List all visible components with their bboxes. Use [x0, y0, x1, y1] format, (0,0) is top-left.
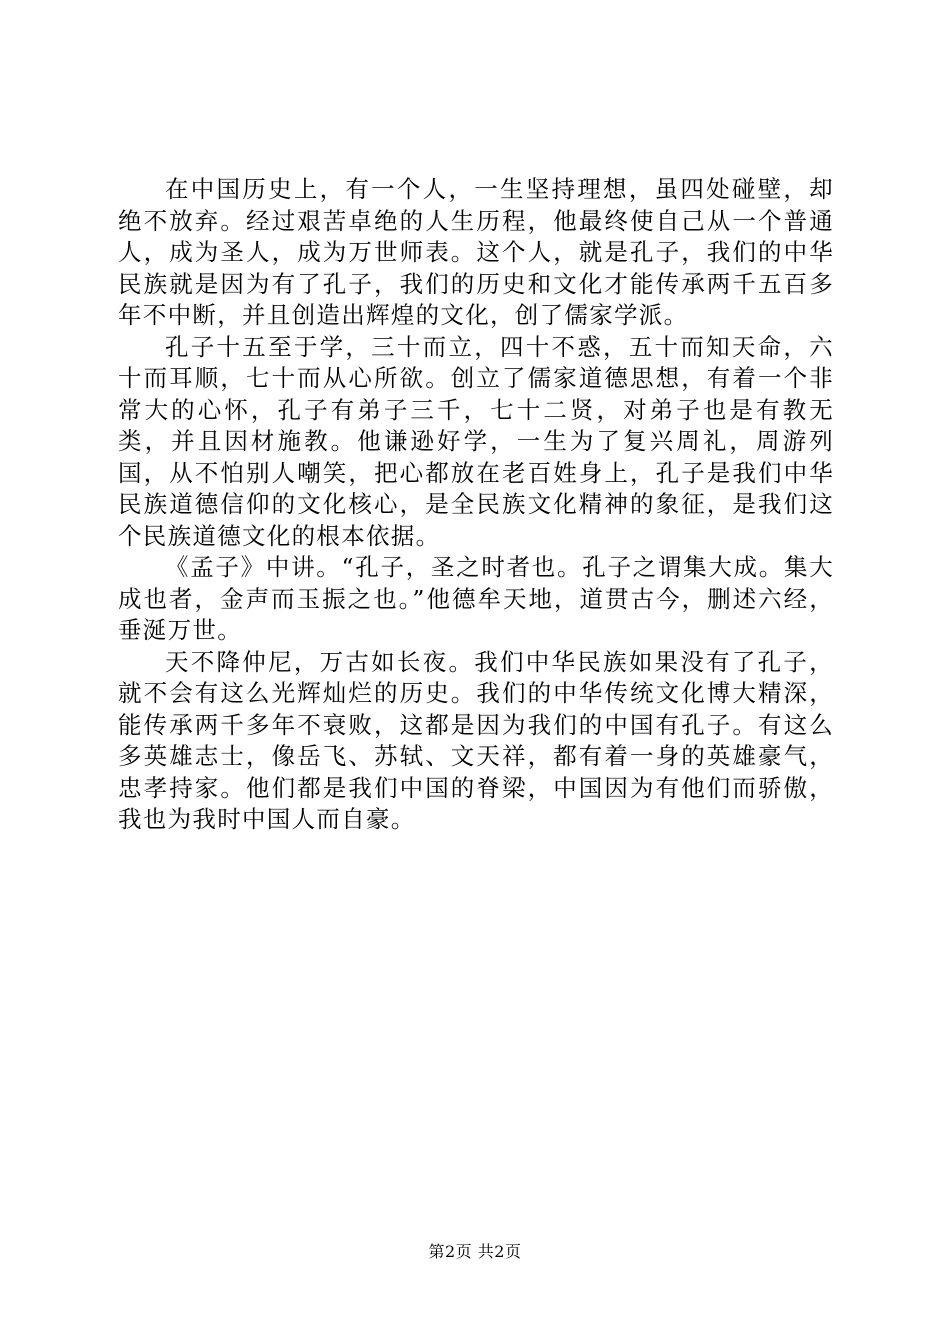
paragraph-3: 《孟子》中讲。“孔子，圣之时者也。孔子之谓集大成。集大成也者，金声而玉振之也。”他德牟天地，道贯古今，删述六经，垂涎万世。	[118, 553, 834, 644]
paragraph-1: 在中国历史上，有一个人，一生坚持理想，虽四处碰壁，却绝不放弃。经过艰苦卓绝的人生历程，他最终使自己从一个普通人，成为圣人，成为万世师表。这个人，就是孔子，我们的中华民族就是因为有了孔子，我们的历史和文化才能传承两千五百多年不中断，并且创造出辉煌的文化，创了儒家学派。	[118, 175, 834, 329]
page-number-footer: 第2页 共2页	[428, 1242, 522, 1261]
paragraph-4: 天不降仲尼，万古如长夜。我们中华民族如果没有了孔子，就不会有这么光辉灿烂的历史。我们的中华传统文化博大精深，能传承两千多年不衰败，这都是因为我们的中国有孔子。有这么多英雄志士，像岳飞、苏轼、文天祥，都有着一身的英雄豪气，忠孝持家。他们都是我们中国的脊梁，中国因为有他们而骄傲，我也为我时中国人而自豪。	[118, 647, 834, 833]
paragraph-2: 孔子十五至于学，三十而立，四十不惑，五十而知天命，六十而耳顺，七十而从心所欲。创立了儒家道德思想，有着一个非常大的心怀，孔子有弟子三千，七十二贤，对弟子也是有教无类，并且因材施教。他谦逊好学，一生为了复兴周礼，周游列国，从不怕别人嘲笑，把心都放在老百姓身上，孔子是我们中华民族道德信仰的文化核心，是全民族文化精神的象征，是我们这个民族道德文化的根本依据。	[118, 332, 834, 550]
document-body	[118, 174, 834, 836]
